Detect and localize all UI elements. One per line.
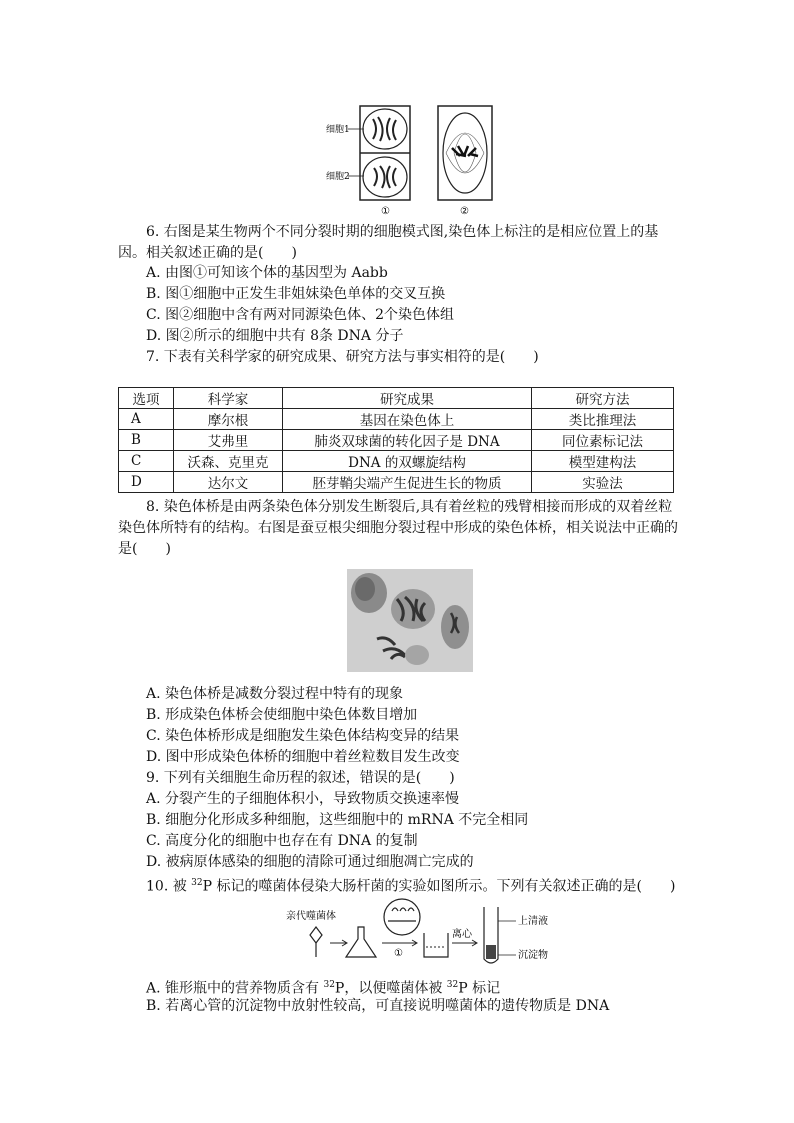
table-cell: 肺炎双球菌的转化因子是 DNA [283, 430, 532, 451]
question-8-stem: 8. 染色体桥是由两条染色体分别发生断裂后,具有着丝粒的残臂相接而形成的双着丝粒染色体所特有的结构。右图是蚕豆根尖细胞分裂过程中形成的染色体桥，相关说法中正确的是( ) [118, 499, 678, 557]
fig10-sediment-label: 沉淀物 [518, 950, 548, 961]
cell1-label: 细胞1 [326, 125, 350, 135]
q10-stem-post: P 标记的噬菌体侵染大肠杆菌的实验如图所示。下列有关叙述正确的是( ) [202, 878, 676, 895]
table-cell: 摩尔根 [174, 409, 283, 430]
table-cell: 胚芽鞘尖端产生促进生长的物质 [283, 472, 532, 493]
q10-option-b: B. 若离心管的沉淀物中放射性较高，可直接说明噬菌体的遗传物质是 DNA [146, 998, 610, 1014]
table-row [119, 472, 674, 493]
q6-option-c: C. 图②细胞中含有两对同源染色体、2个染色体组 [146, 307, 455, 323]
table-cell: 艾弗里 [174, 430, 283, 451]
q8-option-c: C. 染色体桥形成是细胞发生染色体结构变异的结果 [146, 728, 460, 744]
table-header: 科学家 [174, 388, 283, 409]
magnified-circle [384, 899, 420, 935]
question-6-stem: 6. 右图是某生物两个不同分裂时期的细胞模式图,染色体上标注的是相应位置上的基因。相关叙述正确的是( ) [118, 224, 659, 261]
fig10-parent-label: 亲代噬菌体 [286, 911, 336, 922]
question-6 [118, 222, 684, 264]
phage-icon [310, 927, 322, 943]
beaker-icon [424, 933, 448, 957]
table-cell: 基因在染色体上 [283, 409, 532, 430]
table-row [119, 451, 674, 472]
q8-option-b: B. 形成染色体桥会使细胞中染色体数目增加 [146, 707, 418, 723]
table-row [119, 409, 674, 430]
q8-option-a: A. 染色体桥是减数分裂过程中特有的现象 [146, 686, 404, 702]
fig10-centrifuge-label: 离心 [452, 929, 472, 940]
question-8 [118, 497, 684, 560]
table-cell: B [119, 430, 174, 451]
fig10-supernatant-label: 上清液 [518, 916, 548, 927]
q10-sup: 32 [191, 878, 203, 888]
fig10-step-label: ① [394, 948, 403, 959]
question-7-stem: 7. 下表有关科学家的研究成果、研究方法与事实相符的是( ) [146, 349, 539, 365]
table-header: 选项 [119, 388, 174, 409]
table-cell: D [119, 472, 174, 493]
question-9-stem: 9. 下列有关细胞生命历程的叙述，错误的是( ) [146, 770, 455, 786]
flask-icon [346, 927, 376, 957]
q9-option-b: B. 细胞分化形成多种细胞，这些细胞中的 mRNA 不完全相同 [146, 812, 529, 828]
table-header: 研究成果 [283, 388, 532, 409]
q8-option-d: D. 图中形成染色体桥的细胞中着丝粒数目发生改变 [146, 749, 460, 765]
table-header-row [119, 388, 674, 409]
phage-experiment-figure [280, 897, 580, 969]
table-cell: A [119, 409, 174, 430]
q10-optA-post: P 标记 [458, 980, 501, 997]
table-cell: 沃森、克里克 [174, 451, 283, 472]
table-row [119, 430, 674, 451]
table-cell: C [119, 451, 174, 472]
q6-option-d: D. 图②所示的细胞中共有 8条 DNA 分子 [146, 328, 404, 344]
question-7 [118, 347, 684, 368]
q10-optA-mid: P，以便噬菌体被 [334, 980, 447, 997]
table-cell: 实验法 [532, 472, 674, 493]
q10-optA-sup2: 32 [446, 980, 459, 990]
chromosome-bridge-photo [347, 569, 473, 672]
q10-optA-pre: A. 锥形瓶中的营养物质含有 [146, 980, 324, 997]
table-cell: 类比推理法 [532, 409, 674, 430]
cell-division-figure [326, 104, 496, 216]
table-cell: 达尔文 [174, 472, 283, 493]
q7-table [118, 387, 674, 493]
q10-stem-pre: 10. 被 [146, 878, 192, 895]
cell2-label: 细胞2 [326, 172, 350, 182]
table-cell: 同位素标记法 [532, 430, 674, 451]
panel1-label: ① [381, 206, 390, 216]
q9-option-d: D. 被病原体感染的细胞的清除可通过细胞凋亡完成的 [146, 854, 474, 870]
q9-option-a: A. 分裂产生的子细胞体积小，导致物质交换速率慢 [146, 791, 460, 807]
table-cell: DNA 的双螺旋结构 [283, 451, 532, 472]
cell-1-nucleus [363, 109, 407, 149]
q10-optA-sup1: 32 [323, 980, 335, 990]
panel2-label: ② [460, 206, 469, 216]
table-header: 研究方法 [532, 388, 674, 409]
q6-option-b: B. 图①细胞中正发生非姐妹染色单体的交叉互换 [146, 286, 446, 302]
q6-option-a: A. 由图①可知该个体的基因型为 Aabb [146, 265, 388, 281]
table-cell: 模型建构法 [532, 451, 674, 472]
question-10-stem [146, 873, 675, 898]
q9-option-c: C. 高度分化的细胞中也存在有 DNA 的复制 [146, 833, 418, 849]
